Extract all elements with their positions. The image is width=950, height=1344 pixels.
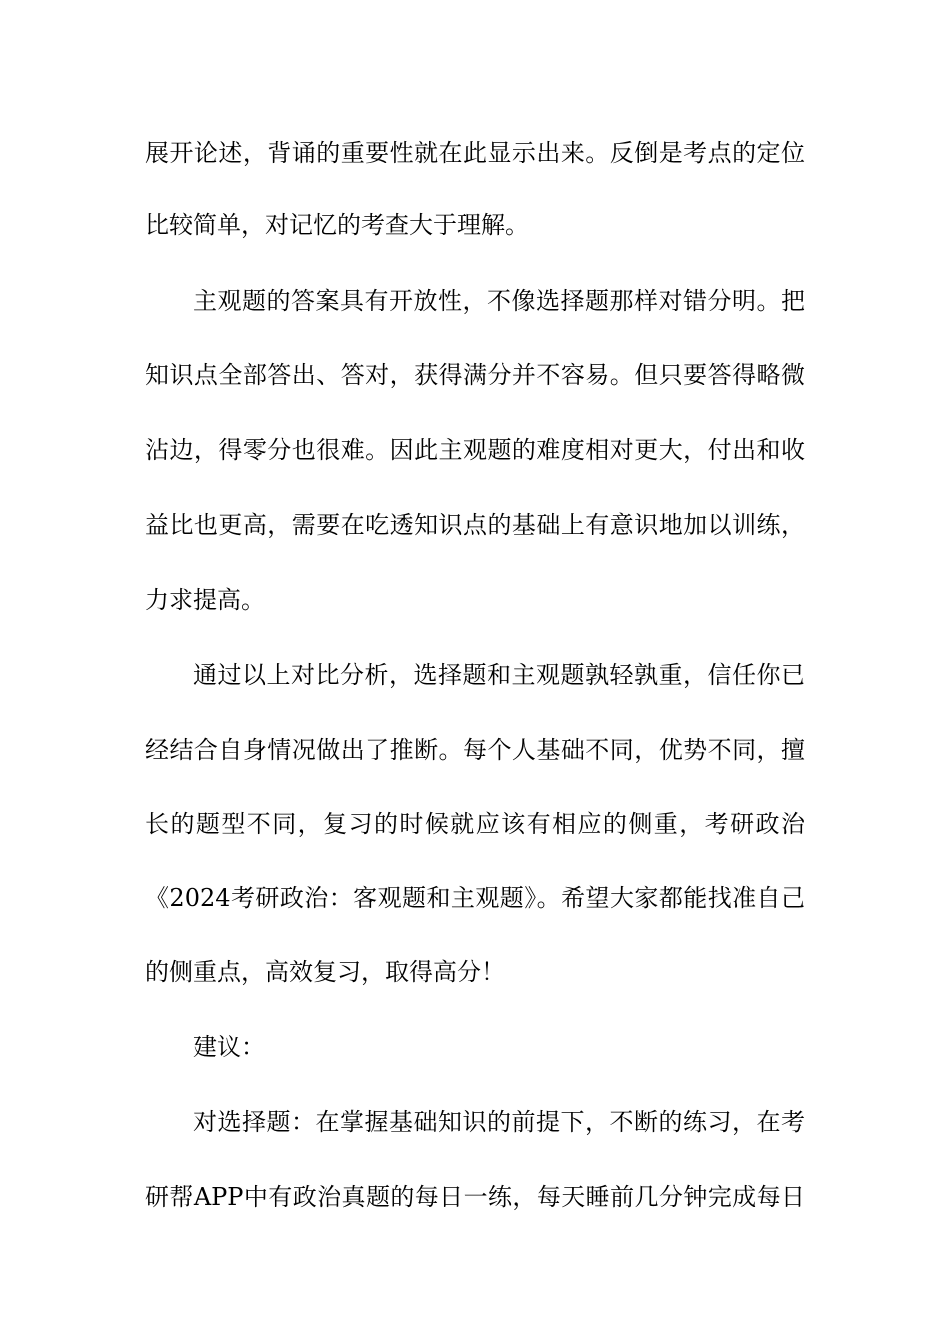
text-line: 主观题的答案具有开放性，不像选择题那样对错分明。把: [193, 287, 805, 315]
text-line: 展开论述，背诵的重要性就在此显示出来。反倒是考点的定位: [145, 139, 805, 167]
text-line: 长的题型不同，复习的时候就应该有相应的侧重，考研政治: [145, 810, 805, 838]
text-line: 益比也更高，需要在吃透知识点的基础上有意识地加以训练，: [145, 511, 805, 539]
text-line: 力求提高。: [145, 586, 265, 614]
text-line: 的侧重点，高效复习，取得高分！: [145, 958, 505, 986]
text-line: 研帮APP中有政治真题的每日一练，每天睡前几分钟完成每日: [145, 1183, 805, 1211]
text-line: 《2024考研政治：客观题和主观题》。希望大家都能找准自己: [145, 884, 805, 912]
text-line: 对选择题：在掌握基础知识的前提下，不断的练习，在考: [193, 1108, 805, 1136]
text-line: 沾边，得零分也很难。因此主观题的难度相对更大，付出和收: [145, 436, 805, 464]
text-line: 比较简单，对记忆的考查大于理解。: [145, 211, 529, 239]
text-line: 通过以上对比分析，选择题和主观题孰轻孰重，信任你已: [193, 661, 805, 689]
text-line: 建议：: [193, 1033, 265, 1061]
text-line: 知识点全部答出、答对，获得满分并不容易。但只要答得略微: [145, 361, 805, 389]
text-line: 经结合自身情况做出了推断。每个人基础不同，优势不同，擅: [145, 736, 805, 764]
